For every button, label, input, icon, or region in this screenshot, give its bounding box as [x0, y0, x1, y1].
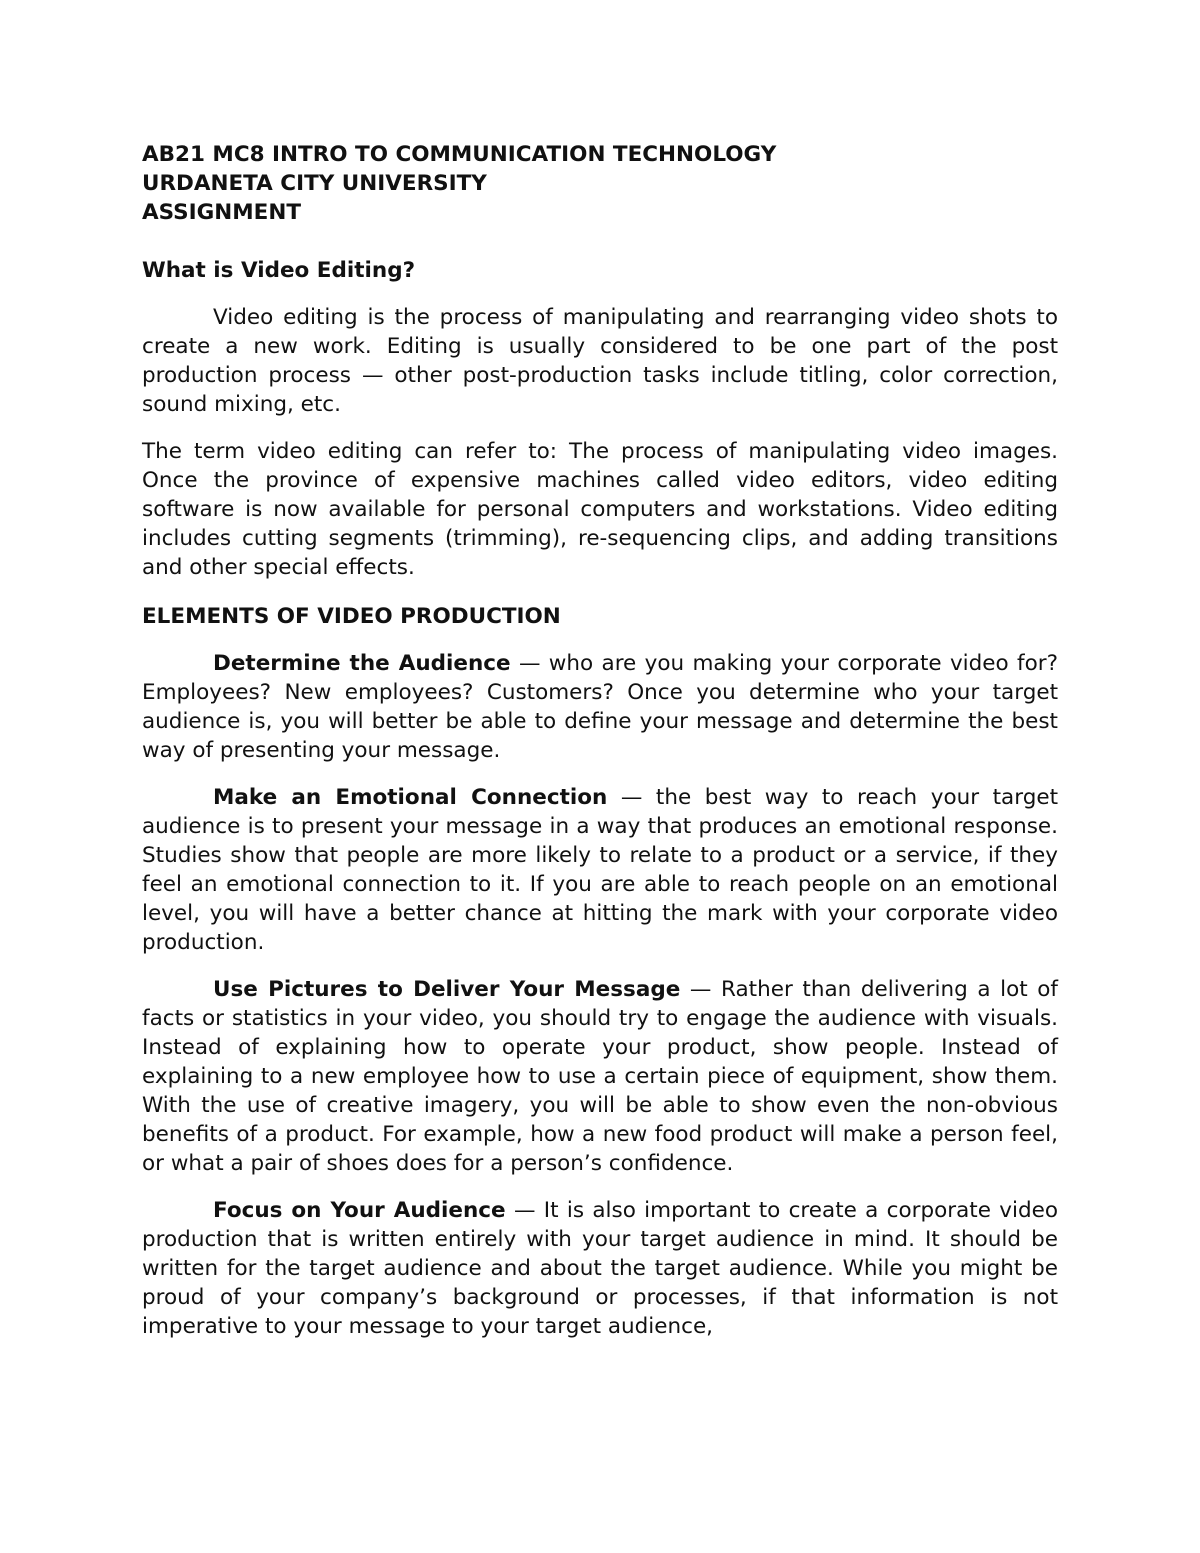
university-name: URDANETA CITY UNIVERSITY — [142, 171, 487, 196]
intro-paragraph-2: The term video editing can refer to: The process of manipulating video images. Once the province of expensive machines called video editors, video editing software is now available for personal computers and workstations. Video editing includes cutting segments (trimming), re-sequencing clips, and adding transitions and other special effects. — [142, 439, 1058, 580]
element-paragraph — [142, 975, 1058, 1178]
element-term: Focus on Your Audience — [213, 1198, 506, 1223]
element-paragraph — [142, 783, 1058, 957]
document-page — [142, 140, 1058, 1341]
element-text: — the best way to reach your target audience is to present your message in a way that produces an emotional response. Studies show that people are more likely to relate to a product or a service, if they feel an emotional connection to it. If you are able to reach people on an emotional level, you will have a better chance at hitting the mark with your corporate video production. — [142, 785, 1059, 955]
element-text: — who are you making your corporate video for? Employees? New employees? Customers? Once you determine who your target audience is, you will better be able to define your message and determine the best way of presenting your message. — [142, 651, 1058, 763]
element-text: — It is also important to create a corporate video production that is written entirely with your target audience in mind. It should be written for the target audience and about the target audience. While you might be proud of your company’s background or processes, if that information is not imperative to your message to your target audience, — [142, 1198, 1058, 1339]
intro-paragraph-1: Video editing is the process of manipulating and rearranging video shots to create a new work. Editing is usually considered to be one part of the post production process — other post-production tasks include titling, color correction, sound mixing, etc. — [142, 305, 1058, 417]
element-term: Use Pictures to Deliver Your Message — [213, 977, 681, 1002]
element-term: Make an Emotional Connection — [213, 785, 608, 810]
course-title: AB21 MC8 INTRO TO COMMUNICATION TECHNOLOGY — [142, 142, 777, 167]
section-heading: ELEMENTS OF VIDEO PRODUCTION — [142, 604, 561, 629]
element-paragraph — [142, 649, 1058, 765]
element-text: — Rather than delivering a lot of facts or statistics in your video, you should try to engage the audience with visuals. Instead of explaining how to operate your product, show people. Instead of explaining to a new employee how to use a certain piece of equipment, show them. With the use of creative imagery, you will be able to show even the non-obvious benefits of a product. For example, how a new food product will make a person feel, or what a pair of shoes does for a person’s confidence. — [142, 977, 1058, 1176]
element-term: Determine the Audience — [213, 651, 511, 676]
element-paragraph — [142, 1196, 1058, 1341]
question-heading: What is Video Editing? — [142, 258, 416, 283]
document-type: ASSIGNMENT — [142, 200, 302, 225]
